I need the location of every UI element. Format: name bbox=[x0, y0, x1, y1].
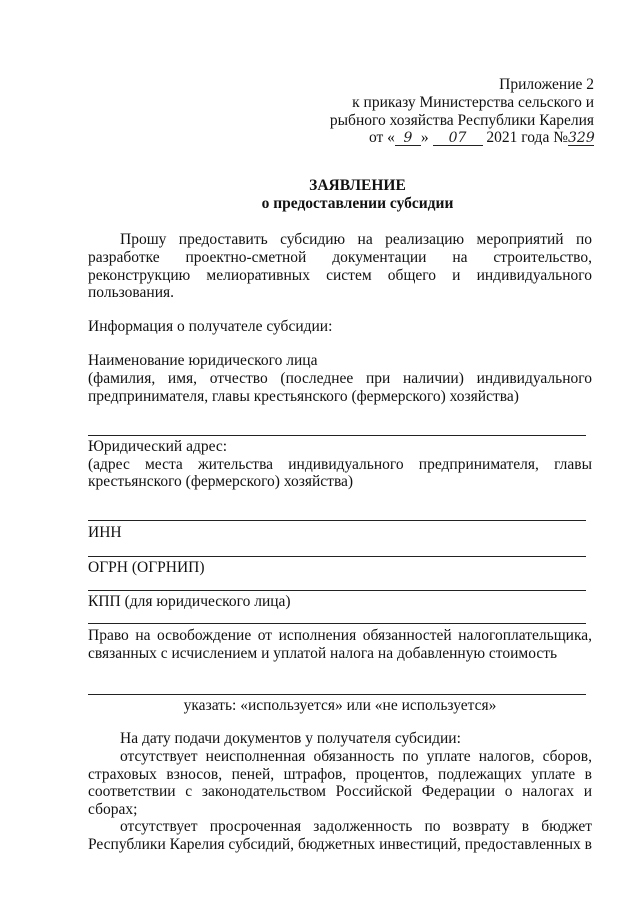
ogrn-line[interactable] bbox=[88, 590, 586, 591]
kpp-label: КПП (для юридического лица) bbox=[88, 593, 291, 610]
submission-date-heading: На дату подачи документов у получателя субсидии: bbox=[120, 730, 461, 747]
legal-address-label: Юридический адрес: bbox=[88, 438, 228, 455]
document-title: ЗАЯВЛЕНИЕ bbox=[309, 177, 406, 194]
legal-address-hint: (адрес места жительства индивидуального предпринимателя, главы bbox=[88, 456, 592, 473]
tax-obligation-item: страховых взносов, пеней, штрафов, процентов, подлежащих уплате в bbox=[88, 766, 592, 783]
legal-name-line[interactable] bbox=[88, 435, 586, 436]
tax-obligation-item: сборах; bbox=[88, 801, 138, 818]
order-month: 07 bbox=[433, 131, 483, 146]
legal-address-line[interactable] bbox=[88, 520, 586, 521]
vat-exemption-text: Право на освобождение от исполнения обязанностей налогоплательщика, bbox=[88, 627, 592, 644]
order-ref-line: к приказу Министерства сельского и bbox=[352, 94, 594, 111]
legal-address-hint: крестьянского (фермерского) хозяйства) bbox=[88, 473, 354, 490]
order-number: 329 bbox=[568, 130, 595, 146]
order-day: 9 bbox=[395, 131, 421, 146]
overdue-debt-item: Республики Карелия субсидий, бюджетных инвестиций, предоставленных в bbox=[88, 836, 592, 853]
overdue-debt-item: отсутствует просроченная задолженность по возврату в бюджет bbox=[120, 818, 592, 835]
vat-exemption-text: связанных с исчислением и уплатой налога на добавленную стоимость bbox=[88, 645, 558, 662]
kpp-line[interactable] bbox=[88, 623, 586, 624]
ministry-line: рыбного хозяйства Республики Карелия bbox=[329, 112, 594, 129]
ogrn-label: ОГРН (ОГРНИП) bbox=[88, 559, 205, 576]
request-text: реконструкцию мелиоративных систем общего и индивидуального bbox=[88, 267, 592, 284]
inn-label: ИНН bbox=[88, 524, 122, 541]
legal-name-label: Наименование юридического лица bbox=[88, 352, 318, 369]
vat-exemption-hint: указать: «используется» или «не используется» bbox=[183, 697, 497, 714]
request-text: Прошу предоставить субсидию на реализацию мероприятий по bbox=[120, 231, 592, 248]
legal-name-hint: предпринимателя, главы крестьянского (фермерского) хозяйства) bbox=[88, 388, 519, 405]
recipient-info-heading: Информация о получателе субсидии: bbox=[88, 318, 333, 335]
inn-line[interactable] bbox=[88, 556, 586, 557]
request-text: разработке проектно-сметной документации на строительство, bbox=[88, 249, 592, 266]
tax-obligation-item: соответствии с законодательством Российской Федерации о налогах и bbox=[88, 783, 592, 800]
document-subtitle: о предоставлении субсидии bbox=[261, 195, 454, 212]
request-text: пользования. bbox=[88, 284, 175, 301]
appendix-label: Приложение 2 bbox=[499, 76, 594, 93]
tax-obligation-item: отсутствует неисполненная обязанность по уплате налогов, сборов, bbox=[120, 748, 592, 765]
legal-name-hint: (фамилия, имя, отчество (последнее при наличии) индивидуального bbox=[88, 370, 592, 387]
vat-exemption-line[interactable] bbox=[88, 694, 586, 695]
order-date-line: от « 9 » 07 2021 года №329 bbox=[368, 129, 595, 146]
